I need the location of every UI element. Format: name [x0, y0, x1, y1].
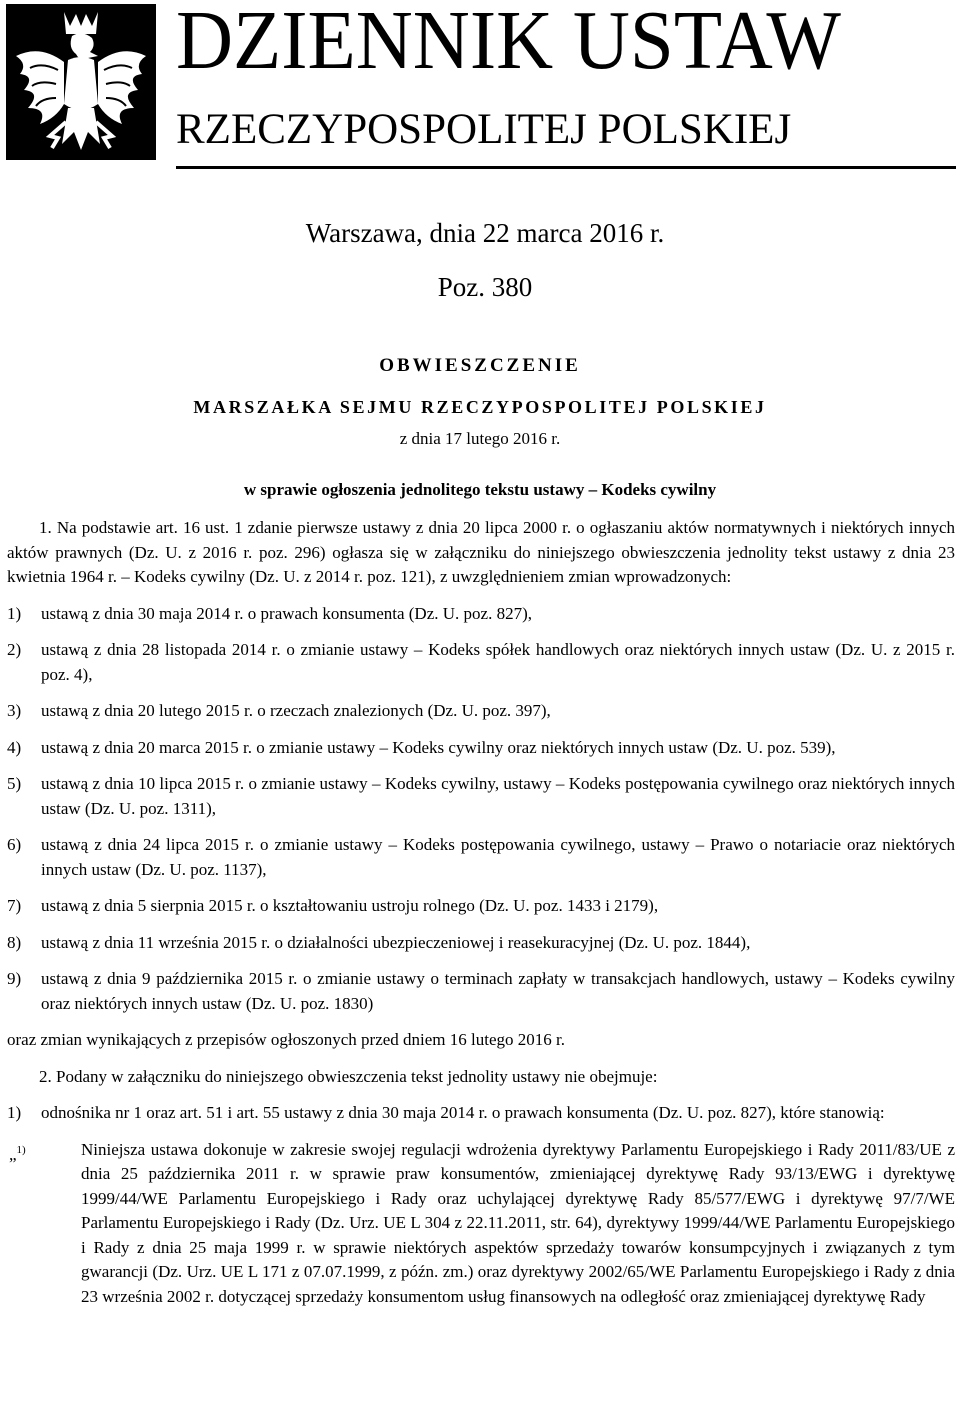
journal-title: DZIENNIK USTAW: [176, 0, 841, 87]
amendment-item: 7) ustawą z dnia 5 sierpnia 2015 r. o kształtowaniu ustroju rolnego (Dz. U. poz. 1433 i 2179),: [7, 896, 659, 915]
closing-line: oraz zmian wynikających z przepisów ogłoszonych przed dniem 16 lutego 2016 r.: [7, 1030, 565, 1049]
polish-eagle-emblem-icon: [6, 4, 156, 160]
amendment-item: 5) ustawą z dnia 10 lipca 2015 r. o zmianie ustawy – Kodeks cywilny, ustawy – Kodeks postępowania cywilnego oraz niektórych innych ustaw (Dz. U. poz. 1311),: [7, 774, 955, 818]
amendment-item: 6) ustawą z dnia 24 lipca 2015 r. o zmianie ustawy – Kodeks postępowania cywilnego, ustawy – Prawo o notariacie oraz niektórych innych ustaw (Dz. U. poz. 1137),: [7, 835, 955, 879]
amendment-item: 8) ustawą z dnia 11 września 2015 r. o działalności ubezpieczeniowej i reasekuracyjnej (Dz. U. poz. 1844),: [7, 932, 751, 952]
notice-date: z dnia 17 lutego 2016 r.: [399, 429, 561, 448]
amendment-item: 4) ustawą z dnia 20 marca 2015 r. o zmianie ustawy – Kodeks cywilny oraz niektórych innych ustaw (Dz. U. poz. 539),: [7, 737, 836, 757]
amendment-item: 2) ustawą z dnia 28 listopada 2014 r. o zmianie ustawy – Kodeks spółek handlowych oraz niektórych innych ustaw (Dz. U. z 2015 r. poz. 4),: [7, 640, 955, 684]
quoted-footnote: „$^{1)}$ Niniejsza ustawa dokonuje w zakresie swojej regulacji wdrożenia dyrektywy Parlamentu Europejskiego i Rady 2011/83/UE z dnia 25 października 2011 r. w sprawie praw konsumentów, zmieniającej dyrektywę Rady 93/13/EWG i dyrektywę 1999/44/WE Parlamentu Europejskiego i Rady oraz uchylającej dyrektywę Rady 85/577/EWG i dyrektywę 97/7/WE Parlamentu Europejskiego i Rady (Dz. Urz. UE L 304 z 22.11.2011, str. 64), dyrektywy 1999/44/WE Parlamentu Europejskiego i Rady z dnia 25 maja 1999 r. w sprawie niektórych aspektów sprzedaży towarów konsumpcyjnych i związanych z tym gwarancji (Dz. Urz. UE L 171 z 07.07.1999, z późn. zm.) oraz dyrektywy 2002/65/WE Parlamentu Europejskiego i Rady z dnia 23 września 2002 r. dotyczącej sprzedaży konsumentom usług finansowych na odległość oraz zmieniającej dyrektywę Rady: [9, 1139, 955, 1306]
exclusion-item: 1) odnośnika nr 1 oraz art. 51 i art. 55 ustawy z dnia 30 maja 2014 r. o prawach konsumenta (Dz. U. poz. 827), które stanowią:: [7, 1103, 885, 1122]
notice-issuer: MARSZAŁKA SEJMU RZECZYPOSPOLITEJ POLSKIEJ: [193, 397, 767, 417]
amendment-item: 9) ustawą z dnia 9 października 2015 r. o zmianie ustawy o terminach zapłaty w transakcjach handlowych, ustawy – Kodeks cywilny oraz niektórych innych ustaw (Dz. U. poz. 1830): [7, 969, 955, 1013]
paragraph-1: 1. Na podstawie art. 16 ust. 1 zdanie pierwsze ustawy z dnia 20 lipca 2000 r. o ogłaszaniu aktów normatywnych i niektórych innych aktów prawnych (Dz. U. z 2016 r. poz. 296) ogłasza się w załączniku do niniejszego obwieszczenia jednolity tekst ustawy z dnia 23 kwietnia 1964 r. – Kodeks cywilny (Dz. U. z 2014 r. poz. 121), z uwzględnieniem zmian wprowadzonych:: [7, 518, 955, 586]
paragraph-2: 2. Podany w załączniku do niniejszego obwieszczenia tekst jednolity ustawy nie obejmuje:: [39, 1066, 658, 1086]
document-body: [7, 516, 955, 1309]
amendment-item: 1) ustawą z dnia 30 maja 2014 r. o prawach konsumenta (Dz. U. poz. 827),: [7, 603, 532, 623]
position-number: Poz. 380: [437, 272, 533, 302]
notice-heading: OBWIESZCZENIE: [379, 355, 581, 376]
journal-subtitle: RZECZYPOSPOLITEJ POLSKIEJ: [176, 106, 792, 153]
masthead-rule: [176, 166, 956, 169]
notice-subject: w sprawie ogłoszenia jednolitego tekstu ustawy – Kodeks cywilny: [243, 480, 717, 499]
publication-date: Warszawa, dnia 22 marca 2016 r.: [305, 218, 665, 248]
amendment-item: 3) ustawą z dnia 20 lutego 2015 r. o rzeczach znalezionych (Dz. U. poz. 397),: [7, 701, 551, 720]
